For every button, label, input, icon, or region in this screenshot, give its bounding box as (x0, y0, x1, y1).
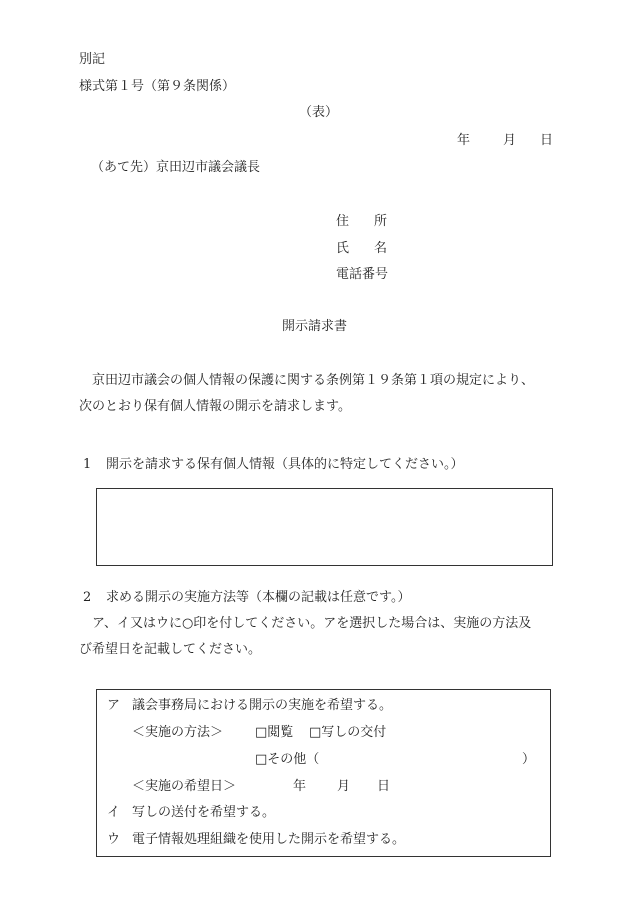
desired-date-label: ＜実施の希望日＞ (132, 779, 237, 794)
section2-number: 2 (83, 590, 92, 605)
document-title: 開示請求書 (282, 319, 348, 334)
date-month[interactable]: 月 (503, 133, 517, 148)
form-number: 様式第１号（第９条関係） (79, 79, 236, 94)
method-copy-checkbox[interactable]: □写しの交付 (309, 725, 387, 740)
method-other-close: ） (522, 752, 536, 767)
option-u-mark[interactable]: ウ (107, 832, 121, 847)
section1-number: 1 (83, 457, 92, 472)
desired-date-day[interactable]: 日 (377, 779, 391, 794)
method-other-checkbox[interactable]: □その他（ (255, 752, 320, 767)
address-label-2: 所 (374, 214, 388, 229)
section2-note-line-1: ア、イ又はウに○印を付してください。アを選択した場合は、実施の方法及 (92, 616, 532, 631)
date-year[interactable]: 年 (457, 133, 471, 148)
option-i-mark[interactable]: イ (107, 805, 121, 820)
side-label: （表） (299, 105, 339, 120)
option-a-mark[interactable]: ア (107, 698, 121, 713)
option-u-label: 電子情報処理組織を使用した開示を希望する。 (132, 832, 406, 847)
section2-heading: 求める開示の実施方法等（本欄の記載は任意です。） (106, 590, 411, 605)
phone-label: 電話番号 (336, 267, 389, 282)
appendix-label: 別記 (79, 52, 106, 67)
addressee: （あて先）京田辺市議会議長 (91, 160, 261, 175)
name-label-1: 氏 (336, 241, 350, 256)
name-label-2: 名 (374, 241, 388, 256)
method-view-checkbox[interactable]: □閲覧 (255, 725, 294, 740)
intro-line-2: 次のとおり保有個人情報の開示を請求します。 (79, 399, 351, 414)
option-a-label: 議会事務局における開示の実施を希望する。 (132, 698, 393, 713)
personal-info-input-box[interactable] (96, 488, 553, 566)
desired-date-month[interactable]: 月 (337, 779, 351, 794)
address-label-1: 住 (336, 214, 350, 229)
section2-note-line-2: び希望日を記載してください。 (79, 642, 262, 657)
date-day[interactable]: 日 (540, 133, 554, 148)
desired-date-year[interactable]: 年 (293, 779, 307, 794)
method-label: ＜実施の方法＞ (132, 725, 224, 740)
intro-line-1: 京田辺市議会の個人情報の保護に関する条例第１９条第１項の規定により、 (92, 373, 535, 388)
section1-heading: 開示を請求する保有個人情報（具体的に特定してください。） (106, 457, 464, 472)
option-i-label: 写しの送付を希望する。 (132, 805, 276, 820)
